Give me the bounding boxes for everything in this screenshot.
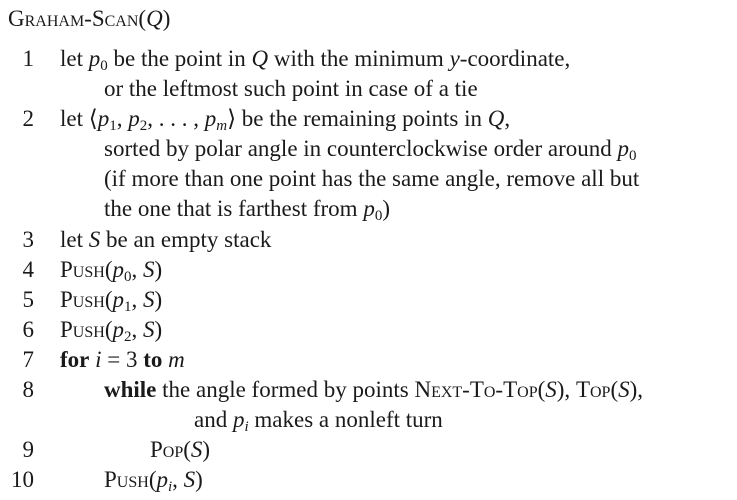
line-number: 6 — [22, 317, 34, 342]
text: = 3 — [101, 347, 144, 372]
var-S: S — [618, 377, 630, 402]
subscript: 2 — [123, 329, 132, 345]
text: , — [172, 467, 184, 492]
text: , — [131, 287, 143, 312]
line-content — [60, 44, 570, 74]
text: ) — [154, 287, 163, 312]
line-content — [194, 405, 443, 435]
text: let — [60, 46, 89, 71]
text: makes a nonleft turn — [248, 407, 443, 432]
text: ) — [154, 317, 163, 342]
line-number: 4 — [22, 257, 34, 282]
line-number: 10 — [11, 467, 34, 492]
line-number: 8 — [22, 377, 34, 402]
var-p: p — [232, 407, 245, 432]
text: ⟩ be the remaining points in — [227, 106, 488, 131]
text: ( — [537, 377, 546, 402]
var-S: S — [142, 257, 155, 282]
text: , — [504, 106, 511, 131]
line-content — [60, 255, 162, 285]
line-content — [60, 285, 162, 315]
var-y: y — [449, 46, 460, 71]
text: be the point in — [107, 46, 252, 71]
var-Q: Q — [251, 46, 269, 71]
subscript: i — [167, 479, 173, 495]
var-p: p — [88, 46, 101, 71]
var-p: p — [363, 196, 375, 221]
procedure-title: Graham-Scan(Q) — [8, 6, 171, 31]
function-name: Next-To-Top — [414, 377, 538, 402]
text: , — [116, 106, 129, 131]
line-content — [60, 345, 185, 375]
text: be an empty stack — [100, 227, 272, 252]
line-content — [150, 435, 210, 465]
line-number: 5 — [22, 287, 34, 312]
var-S: S — [142, 287, 155, 312]
text: let — [60, 227, 89, 252]
var-S: S — [190, 437, 203, 462]
text: ), — [629, 377, 644, 402]
function-name: Top — [575, 377, 611, 402]
text: ) — [154, 257, 163, 282]
line-content — [60, 225, 271, 255]
line-number: 2 — [22, 106, 34, 131]
var-S: S — [142, 317, 155, 342]
line-content — [104, 134, 637, 164]
line-content: (if more than one point has the same angle, remove all but — [104, 166, 640, 191]
line-number: 9 — [22, 437, 34, 462]
procedure-arg: Q — [146, 6, 163, 31]
line-content — [104, 194, 390, 224]
text: ( — [610, 377, 619, 402]
var-p: p — [204, 106, 217, 131]
var-m: m — [168, 347, 185, 372]
line-content — [60, 104, 510, 134]
text: and — [194, 407, 233, 432]
function-name: Push — [60, 287, 105, 312]
var-p: p — [112, 257, 124, 282]
var-p: p — [156, 467, 168, 492]
var-p: p — [112, 317, 124, 342]
subscript: 0 — [629, 148, 637, 164]
text: ( — [148, 467, 157, 492]
function-name: Push — [60, 257, 105, 282]
line-number: 1 — [22, 46, 34, 71]
line-content: or the leftmost such point in case of a tie — [104, 76, 478, 101]
subscript: 1 — [109, 118, 117, 134]
text: , — [131, 257, 143, 282]
text: ( — [104, 257, 113, 282]
subscript: m — [216, 118, 228, 134]
keyword-while: while — [104, 377, 157, 402]
function-name: Push — [104, 467, 149, 492]
subscript: 1 — [123, 299, 132, 315]
subscript: i — [244, 419, 249, 435]
line-number: 3 — [22, 227, 34, 252]
function-name: Push — [60, 317, 105, 342]
text: ( — [104, 317, 113, 342]
text: -coordinate, — [459, 46, 571, 71]
text: let ⟨ — [60, 106, 98, 131]
var-p: p — [617, 136, 629, 161]
line-number: 7 — [22, 347, 34, 372]
line-content — [104, 465, 203, 495]
text: ) — [382, 196, 390, 221]
keyword-to: to — [143, 347, 163, 372]
var-p: p — [112, 287, 124, 312]
var-p: p — [128, 106, 140, 131]
var-S: S — [545, 377, 557, 402]
keyword-for: for — [60, 347, 90, 372]
subscript: 0 — [374, 208, 383, 224]
procedure-name: Graham-Scan — [8, 6, 139, 31]
subscript: 0 — [123, 269, 132, 285]
text: sorted by polar angle in counterclockwise order around — [104, 136, 618, 161]
subscript: 0 — [100, 58, 108, 74]
var-S: S — [88, 227, 101, 252]
text: ( — [183, 437, 191, 462]
text: ) — [195, 467, 203, 492]
text: with the minimum — [268, 46, 450, 71]
text: ), — [556, 377, 576, 402]
text: , — [131, 317, 143, 342]
var-S: S — [183, 467, 196, 492]
function-name: Pop — [150, 437, 184, 462]
text: the angle formed by points — [156, 377, 415, 402]
text: ) — [202, 437, 211, 462]
var-p: p — [97, 106, 110, 131]
line-content — [60, 315, 162, 345]
var-i: i — [95, 347, 102, 372]
line-content — [104, 375, 643, 405]
text: the one that is farthest from — [104, 196, 364, 221]
var-Q: Q — [487, 106, 505, 131]
text: , . . . , — [147, 106, 205, 131]
text: ( — [104, 287, 113, 312]
subscript: 2 — [139, 118, 148, 134]
